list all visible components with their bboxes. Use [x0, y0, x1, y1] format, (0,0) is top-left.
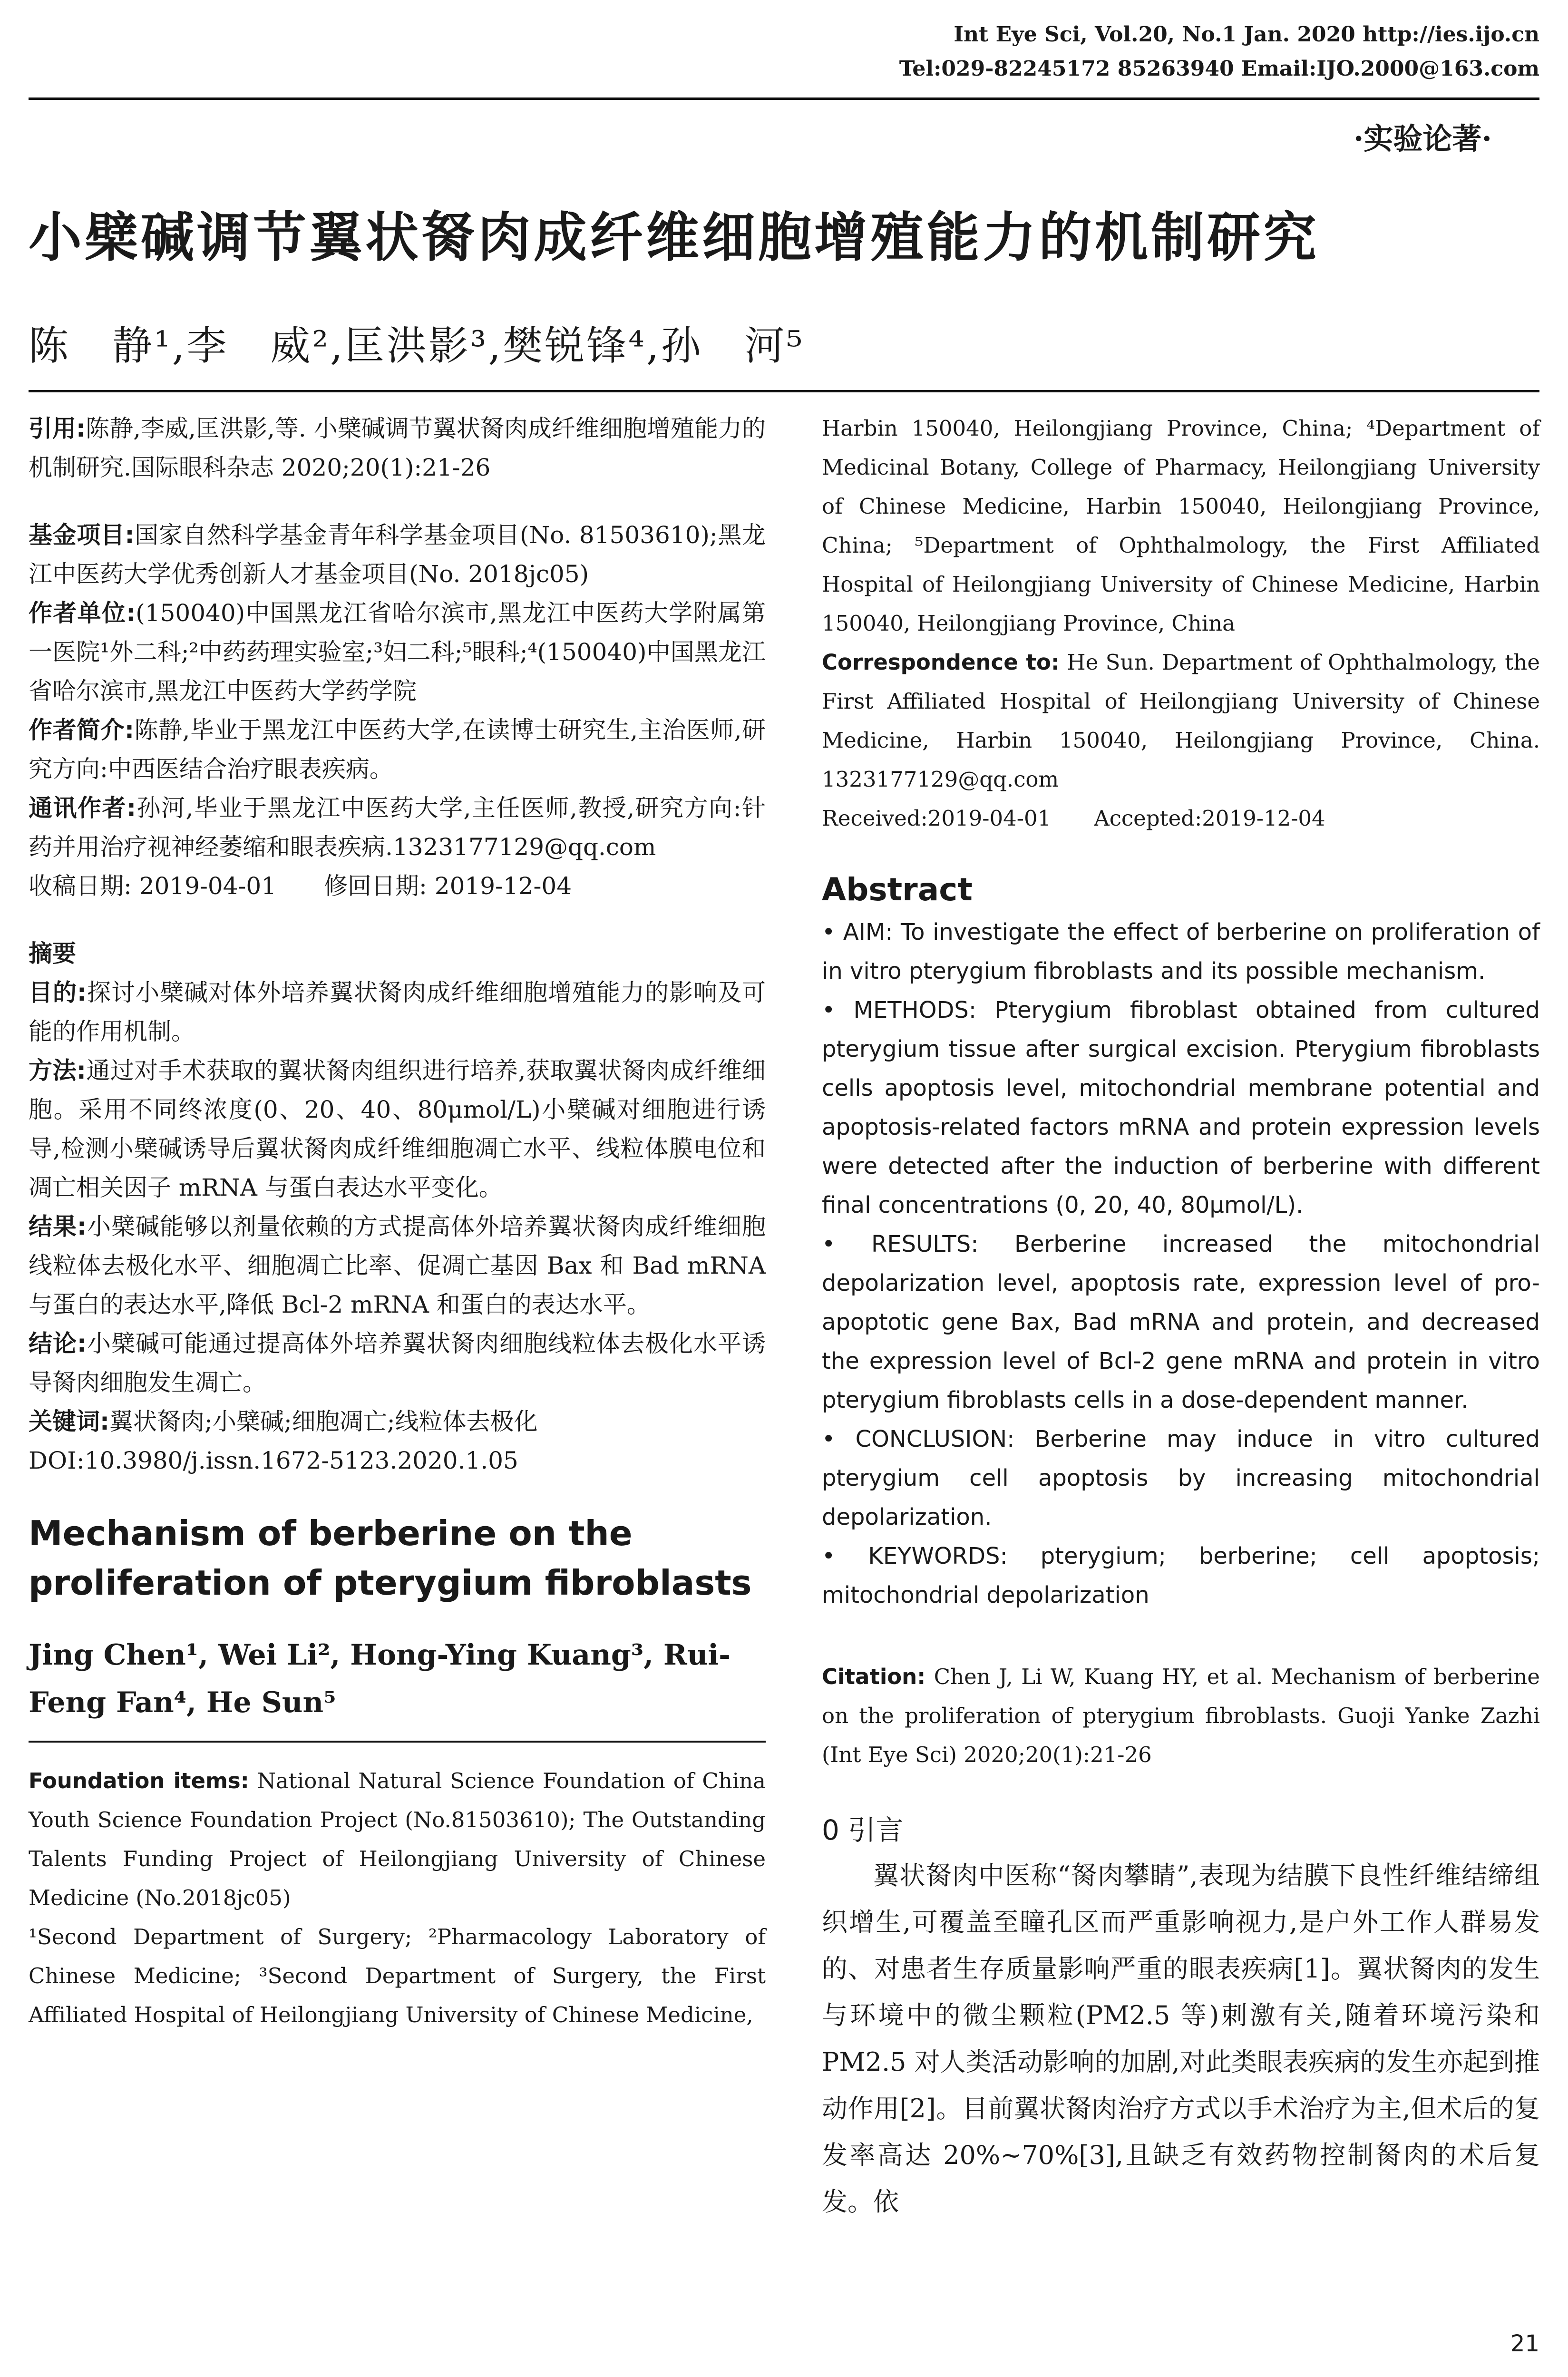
english-authors: Jing Chen¹, Wei Li², Hong-Ying Kuang³, Rui- Feng Fan⁴, He Sun⁵ — [29, 1638, 731, 1719]
abstract-conclusion-zh: 结论:小檗碱可能通过提高体外培养翼状胬肉细胞线粒体去极化水平诱导胬肉细胞发生凋亡。 — [29, 1330, 766, 1396]
abstract-head-zh: 摘要 — [29, 940, 76, 967]
article-title: 小檗碱调节翼状胬肉成纤维细胞增殖能力的机制研究 — [29, 206, 1319, 269]
header-rule — [29, 97, 1539, 100]
title-rule — [29, 390, 1539, 392]
abstract-results-zh: 结果:小檗碱能够以剂量依赖的方式提高体外培养翼状胬肉成纤维细胞线粒体去极化水平、细胞凋亡比率、促凋亡基因 Bax 和 Bad mRNA 与蛋白的表达水平,降低 Bcl-2 mRNA 和蛋白的表达水平。 — [29, 1213, 766, 1318]
left-column — [29, 409, 766, 2035]
english-title: Mechanism of berberine on the proliferation of pterygium fibroblasts — [29, 1513, 752, 1603]
section-tag: ·实验论著· — [1353, 121, 1492, 156]
dates-zh: 收稿日期: 2019-04-01 修回日期: 2019-12-04 — [29, 872, 572, 900]
citation-en: Citation: Chen J, Li W, Kuang HY, et al. Mechanism of berberine on the proliferation of pterygium fibroblasts. Guoji Yanke Zazhi (Int Eye Sci) 2020;20(1):21-26 — [822, 1664, 1540, 1767]
correspondence-en: Correspondence to: He Sun. Department of Ophthalmology, the First Affiliated Hospital of Heilongjiang University of Chinese Medicine, Harbin 150040, Heilongjiang Province, China. 1323177129@qq.com — [822, 650, 1540, 792]
author-units: 作者单位:(150040)中国黑龙江省哈尔滨市,黑龙江中医药大学附属第一医院¹外二科;²中药药理实验室;³妇二科;⁵眼科;⁴(150040)中国黑龙江省哈尔滨市,黑龙江中医药大学药学院 — [29, 599, 766, 705]
intro-heading: 0 引言 — [822, 1814, 904, 1846]
authors-rule — [29, 1741, 766, 1743]
corresponding-author: 通讯作者:孙河,毕业于黑龙江中医药大学,主任医师,教授,研究方向:针药并用治疗视神经萎缩和眼表疾病.1323177129@qq.com — [29, 794, 766, 861]
journal-header-line1: Int Eye Sci, Vol.20, No.1 Jan. 2020 http://ies.ijo.cn — [954, 22, 1539, 47]
page-number: 21 — [1510, 2330, 1539, 2357]
authors-zh: 陈 静¹,李 威²,匡洪影³,樊锐锋⁴,孙 河⁵ — [29, 322, 805, 369]
journal-header-line2: Tel:029-82245172 85263940 Email:IJO.2000@163.com — [899, 57, 1539, 81]
abstract-conclusion-en: • CONCLUSION: Berberine may induce in vitro cultured pterygium cell apoptosis by increasing mitochondrial depolarization. — [822, 1426, 1540, 1530]
abstract-aim-en: • AIM: To investigate the effect of berberine on proliferation of in vitro pterygium fibroblasts and its possible mechanism. — [822, 919, 1540, 984]
abstract-methods-zh: 方法:通过对手术获取的翼状胬肉组织进行培养,获取翼状胬肉成纤维细胞。采用不同终浓度(0、20、40、80μmol/L)小檗碱对细胞进行诱导,检测小檗碱诱导后翼状胬肉成纤维细胞凋亡水平、线粒体膜电位和凋亡相关因子 mRNA 与蛋白表达水平变化。 — [29, 1057, 766, 1201]
foundation-items-en: Foundation items: National Natural Science Foundation of China Youth Science Foundation Project (No.81503610); The Outstanding Talents Funding Project of Heilongjiang University of Chinese Medicine (No.2018jc05) — [29, 1768, 766, 1910]
right-column — [822, 409, 1540, 2225]
author-bio: 作者简介:陈静,毕业于黑龙江中医药大学,在读博士研究生,主治医师,研究方向:中西医结合治疗眼表疾病。 — [29, 716, 766, 783]
fund-info: 基金项目:国家自然科学基金青年科学基金项目(No. 81503610);黑龙江中医药大学优秀创新人才基金项目(No. 2018jc05) — [29, 521, 766, 588]
citation-zh: 引用:陈静,李威,匡洪影,等. 小檗碱调节翼状胬肉成纤维细胞增殖能力的机制研究.国际眼科杂志 2020;20(1):21-26 — [29, 415, 766, 481]
affiliations-en: ¹Second Department of Surgery; ²Pharmacology Laboratory of Chinese Medicine; ³Second Department of Surgery, the First Affiliated Hospital of Heilongjiang University of Chinese Medicine, — [29, 1924, 766, 2027]
affiliations-en-cont: Harbin 150040, Heilongjiang Province, China; ⁴Department of Medicinal Botany, College of Pharmacy, Heilongjiang University of Chinese Medicine, Harbin 150040, Heilongjiang Province, China; ⁵Department of Ophthalmology, the First Affiliated Hospital of Heilongjiang University of Chinese Medicine, Harbin 150040, Heilongjiang Province, China — [822, 416, 1540, 636]
dates-en: Received:2019-04-01 Accepted:2019-12-04 — [822, 806, 1325, 831]
intro-paragraph: 翼状胬肉中医称“胬肉攀睛”,表现为结膜下良性纤维结缔组织增生,可覆盖至瞳孔区而严重影响视力,是户外工作人群易发的、对患者生存质量影响严重的眼表疾病[1]。翼状胬肉的发生与环境中的微尘颗粒(PM2.5 等)刺激有关,随着环境污染和 PM2.5 对人类活动影响的加剧,对此类眼表疾病的发生亦起到推动作用[2]。目前翼状胬肉治疗方式以手术治疗为主,但术后的复发率高达 20%~70%[3],且缺乏有效药物控制胬肉的术后复发。依 — [822, 1861, 1540, 2217]
keywords-zh: 关键词:翼状胬肉;小檗碱;细胞凋亡;线粒体去极化 — [29, 1408, 538, 1435]
abstract-head-en: Abstract — [822, 871, 973, 908]
keywords-en: • KEYWORDS: pterygium; berberine; cell apoptosis; mitochondrial depolarization — [822, 1543, 1540, 1608]
abstract-methods-en: • METHODS: Pterygium fibroblast obtained from cultured pterygium tissue after surgical excision. Pterygium fibroblasts cells apoptosis level, mitochondrial membrane potential and apoptosis-related factors mRNA and protein expression levels were detected after the induction of berberine with different final concentrations (0, 20, 40, 80μmol/L). — [822, 997, 1540, 1218]
abstract-results-en: • RESULTS: Berberine increased the mitochondrial depolarization level, apoptosis rate, expression level of pro-apoptotic gene Bax, Bad mRNA and protein, and decreased the expression level of Bcl-2 gene mRNA and protein in vitro pterygium fibroblasts cells in a dose-dependent manner. — [822, 1231, 1540, 1413]
abstract-aim-zh: 目的:探讨小檗碱对体外培养翼状胬肉成纤维细胞增殖能力的影响及可能的作用机制。 — [29, 979, 766, 1045]
doi: DOI:10.3980/j.issn.1672-5123.2020.1.05 — [29, 1447, 518, 1474]
